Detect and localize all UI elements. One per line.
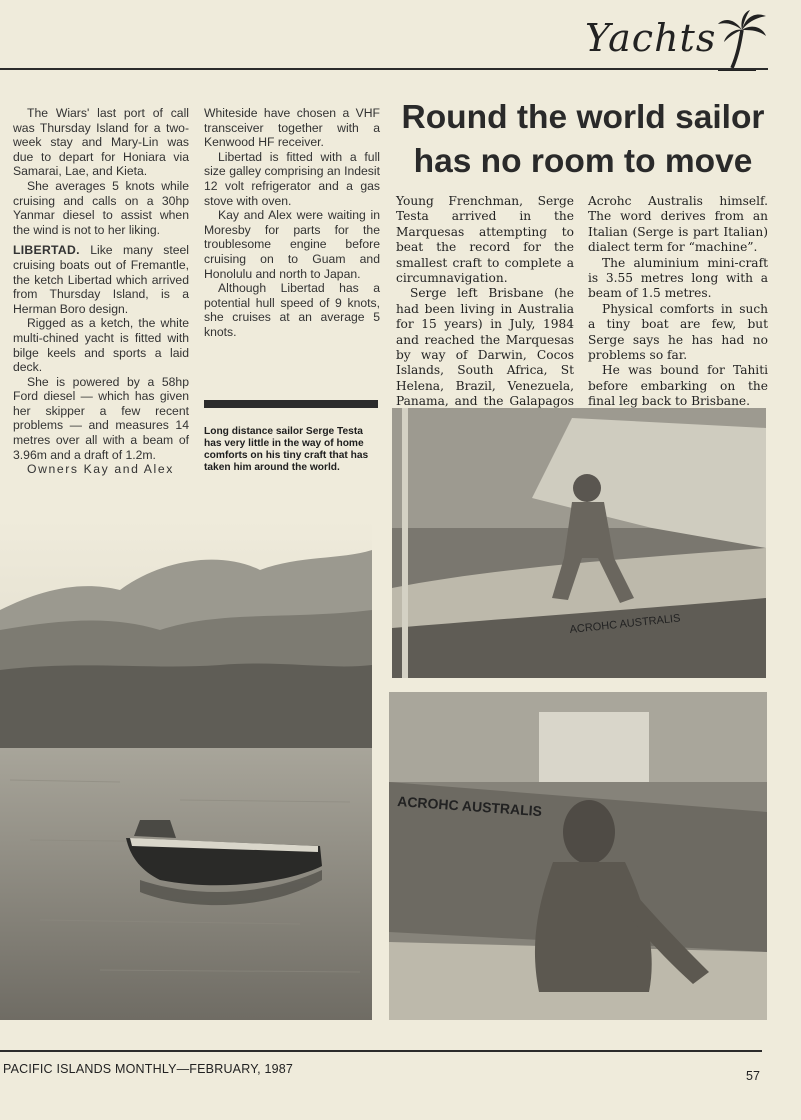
header-rule bbox=[0, 68, 768, 70]
photo-speedboat bbox=[0, 520, 372, 1020]
serge-column-2 bbox=[588, 194, 768, 410]
paragraph: The Wiars' last port of call was Thursday Island for a two-week stay and Mary-Lin was due to depart for Honiara via Samarai, Lae, and Kieta. bbox=[13, 106, 189, 179]
paragraph: Serge left Brisbane (he had been living in Australia for 15 years) in July, 1984 and reached the Marquesas by way of Darwin, Cocos Islands, South Africa, St Helena, Brazil, Venezuela, Panama, and the Galapagos bbox=[396, 286, 574, 409]
hull-label: ACROHC AUSTRALIS bbox=[569, 612, 681, 636]
paragraph: Libertad is fitted with a full size galley comprising an Indesit 12 volt refrigerator and a gas stove with oven. bbox=[204, 149, 380, 208]
photo-serge-closeup bbox=[389, 692, 767, 1020]
paragraph: He was bound for Tahiti before embarking on the final leg back to Brisbane. bbox=[588, 363, 768, 409]
paragraph bbox=[13, 243, 189, 316]
page-number: 57 bbox=[746, 1069, 760, 1083]
footer-rule bbox=[0, 1050, 762, 1052]
paragraph: The aluminium mini-craft is 3.55 metres long with a beam of 1.5 metres. bbox=[588, 255, 768, 301]
section-title: Yachts bbox=[585, 16, 717, 60]
paragraph: Physical comforts in such a tiny boat are few, but Serge says he has had no problems so far. bbox=[588, 301, 768, 363]
paragraph: Kay and Alex were waiting in Moresby for parts for the troublesome engine before cruising on to Guam and Honolulu and north to Japan. bbox=[204, 208, 380, 281]
headline-line-1: Round the world sailor bbox=[401, 99, 765, 136]
paragraph: She is powered by a 58hp Ford diesel — which has given her skipper a few recent problems — and measures 14 metres over all with a beam of 3.96m and a draft of 1.2m. bbox=[13, 374, 189, 462]
libertad-column-1 bbox=[13, 106, 189, 477]
publication-footer: PACIFIC ISLANDS MONTHLY—FEBRUARY, 1987 bbox=[3, 1062, 294, 1076]
libertad-column-2 bbox=[204, 106, 380, 340]
paragraph: She averages 5 knots while cruising and calls on a 30hp Yanmar diesel to assist when the wind is not to her liking. bbox=[13, 178, 189, 237]
caption-bar bbox=[204, 400, 378, 408]
hull-label: ACROHC AUSTRALIS bbox=[396, 793, 543, 820]
paragraph: Acrohc Australis himself. The word derives from an Italian (Serge is part Italian) dialect term for “machine”. bbox=[588, 194, 768, 255]
paragraph: Although Libertad has a potential hull speed of 9 knots, she cruises at an average 5 knots. bbox=[204, 281, 380, 339]
paragraph: Owners Kay and Alex bbox=[27, 462, 174, 477]
headline-line-2: has no room to move bbox=[413, 143, 753, 180]
paragraph: Whiteside have chosen a VHF transceiver together with a Kenwood HF receiver. bbox=[204, 106, 380, 150]
photo-caption: Long distance sailor Serge Testa has very little in the way of home comforts on his tiny craft that has taken him around the world. bbox=[204, 426, 369, 473]
photo-serge-on-boat bbox=[392, 408, 766, 678]
paragraph: Young Frenchman, Serge Testa arrived in the Marquesas attempting to beat the record for the smallest craft to complete a circumnavigation. bbox=[396, 194, 574, 286]
serge-column-1 bbox=[396, 194, 574, 441]
paragraph-text: Like many steel cruising boats out of Fremantle, the ketch Libertad which arrived from Thursday Island, is a Herman Boro design. bbox=[13, 243, 189, 316]
paragraph: Rigged as a ketch, the white multi-chined yacht is fitted with bilge keels and sports a laid deck. bbox=[13, 316, 189, 375]
headline bbox=[396, 96, 770, 184]
sub-heading: LIBERTAD. bbox=[13, 243, 80, 258]
palm-tree-icon bbox=[716, 8, 768, 72]
